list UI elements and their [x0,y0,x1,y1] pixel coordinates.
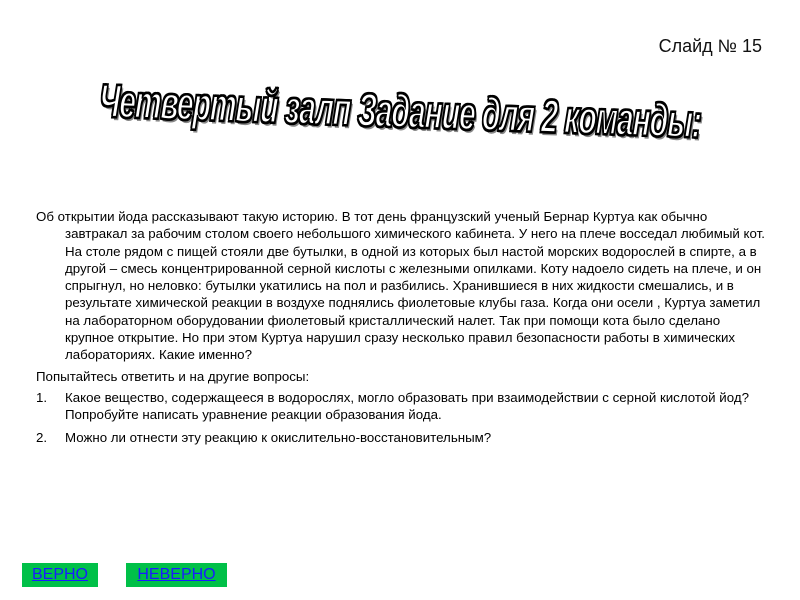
list-item-number: 1. [36,389,48,405]
list-item-number: 2. [36,429,48,445]
slide-number: Слайд № 15 [658,36,762,56]
list-item [36,429,766,446]
wrong-button[interactable]: НЕВЕРНО [126,563,227,587]
questions-list [36,389,766,446]
slide-title: Четвертый залп Задание для 2 команды: [98,76,702,149]
questions-prompt: Попытайтесь ответить и на другие вопросы: [36,368,310,384]
story-paragraph [36,208,766,364]
list-item-text: Можно ли отнести эту реакцию к окислительно-восстановительным? [65,429,492,445]
list-item [36,389,766,424]
correct-button[interactable]: ВЕРНО [22,563,98,587]
list-item-text: Какое вещество, содержащееся в водорослях, могло образовать при взаимодействии с серной кислотой йод? Попробуйте написать уравнение реакции образования йода. [65,389,749,423]
slide-body [36,208,766,451]
story-text: Об открытии йода рассказывают такую историю. В тот день французский ученый Бернар Куртуа как обычно завтракал за рабочим столом своего небольшого химического кабинета. У него на плече восседал любимый кот. На столе рядом с пищей стояли две бутылки, в одной из которых был настой морских водорослей в спирте, а в другой – смесь концентрированной серной кислоты с железными опилками. Коту надоело сидеть на плече, и он спрыгнул, но неловко: бутылки укатились на пол и разбились. Хранившиеся в них жидкости смешались, и в результате химической реакции в воздухе поднялись фиолетовые клубы газа. Когда они осели , Куртуа заметил на лабораторном оборудовании фиолетовый кристаллический налет. Так при помощи кота было сделано крупное открытие. Но при этом Куртуа нарушил сразу несколько правил безопасности работы в химических лабораториях. Какие именно? [36,209,765,363]
